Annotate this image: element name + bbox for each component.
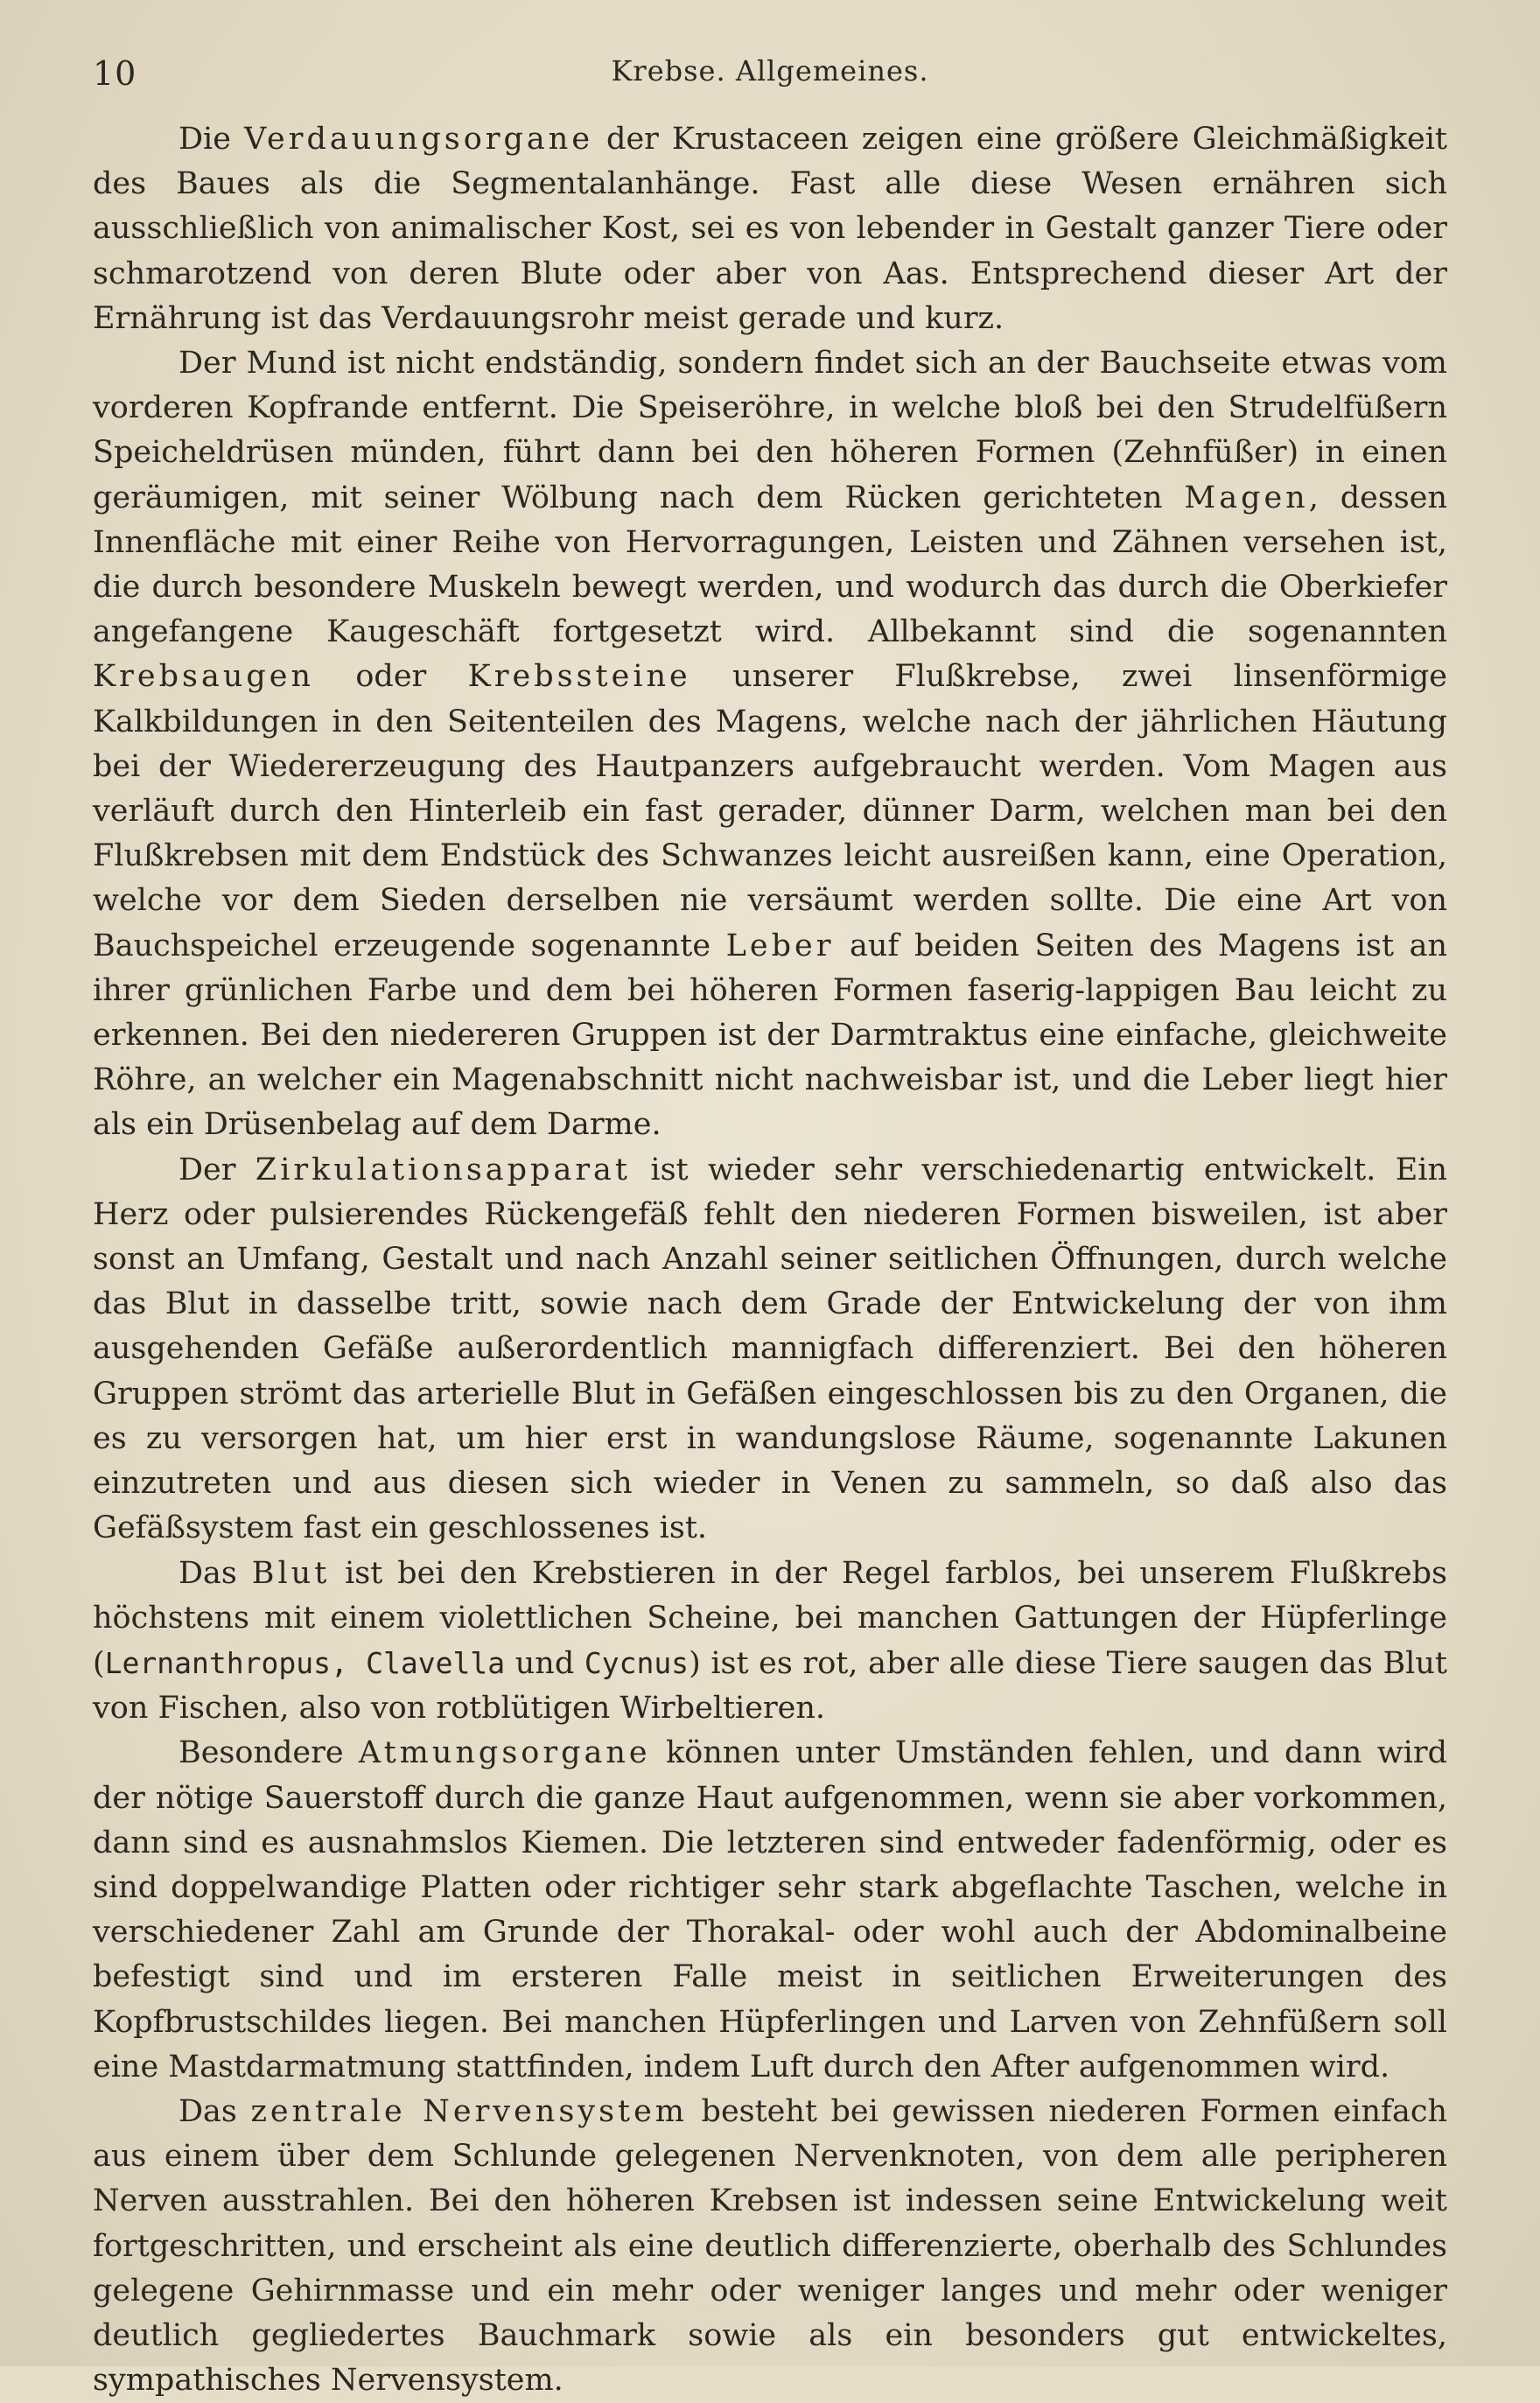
paragraph-lead: Die bbox=[178, 122, 244, 157]
spaced-term: Magen bbox=[1184, 480, 1309, 515]
paragraph-text: unserer Flußkrebse, zwei linsenförmige Kalkbildungen in den Seitenteilen des Magens, welche nach der jährlichen Häutung bei der Wiedererzeugung des Hautpanzers aufgebraucht werden. Vom Magen aus verläuft durch den Hinterleib ein fast gerader, dünner Darm, welchen man bei den Flußkrebsen mit dem Endstück des Schwanzes leicht ausreißen kann, eine Operation, welche vor dem Sieden derselben nie versäumt werden sollte. Die eine Art von Bauchspeichel erzeugende sogenannte bbox=[93, 659, 1448, 963]
paragraph-lead: Der Mund ist nicht endständig, sondern findet sich an der Bauchseite etwas vom vorderen Kopfrande entfernt. Die Speiseröhre, in welche bloß bei den Strudelfüßern Speicheldrüsen münden, führt dann bei den höheren Formen (Zehnfüßer) in einen geräumigen, mit seiner Wölbung nach dem Rücken gerichteten bbox=[93, 346, 1447, 515]
page-number: 10 bbox=[93, 54, 137, 93]
latin-genus-name: Cycnus bbox=[584, 1645, 690, 1680]
spaced-term: Verdauungsorgane bbox=[243, 122, 594, 157]
paragraph-text: oder bbox=[314, 659, 468, 695]
body-text bbox=[93, 117, 1447, 2403]
paragraph-text: besteht bei gewissen niederen Formen einfach aus einem über dem Schlunde gelegenen Nervenknoten, von dem alle peripheren Nerven ausstrahlen. Bei den höheren Krebsen ist indessen seine Entwickelung weit fortgeschritten, und erscheint als eine deutlich differenzierte, oberhalb des Schlundes gelegene Gehirnmasse und ein mehr oder weniger langes und mehr oder weniger deutlich gegliedertes Bauchmark sowie als ein besonders gut entwickeltes, sympathisches Nervensystem. bbox=[93, 2093, 1448, 2399]
spaced-term: Zirkulationsapparat bbox=[255, 1152, 631, 1187]
paragraph-lead: Das bbox=[178, 1555, 252, 1591]
spaced-term: Atmungsorgane bbox=[358, 1735, 651, 1771]
spaced-term: Krebssteine bbox=[467, 659, 691, 695]
paragraph-text: und bbox=[505, 1645, 584, 1681]
paragraph-text: ist bei den Krebstieren in der Regel farblos, bei unserem Flußkrebs höchstens mit einem violettlichen Scheine, bei manchen Gattungen der Hüpferlinge ( bbox=[93, 1555, 1448, 1681]
paragraph-text: ist wieder sehr verschiedenartig entwickelt. Ein Herz oder pulsierendes Rückengefäß fehlt den niederen Formen bisweilen, ist aber sonst an Umfang, Gestalt und nach Anzahl seiner seitlichen Öffnungen, durch welche das Blut in dasselbe tritt, sowie nach dem Grade der Entwickelung der von ihm ausgehenden Gefäße außerordentlich mannigfach differenziert. Bei den höheren Gruppen strömt das arterielle Blut in Gefäßen eingeschlossen bis zu den Organen, die es zu versorgen hat, um hier erst in wandungslose Räume, sogenannte Lakunen einzutreten und aus diesen sich wieder in Venen zu sammeln, so daß also das Gefäßsystem fast ein geschlossenes ist. bbox=[93, 1152, 1447, 1546]
paragraph-text: können unter Umständen fehlen, und dann wird der nötige Sauerstoff durch die ganze Haut aufgenommen, wenn sie aber vorkommen, dann sind es ausnahmslos Kiemen. Die letzteren sind entweder fadenförmig, oder es sind doppelwandige Platten oder richtiger sehr stark abgeflachte Taschen, welche in verschiedener Zahl am Grunde der Thorakal- oder wohl auch der Abdominalbeine befestigt sind und im ersteren Falle meist in seitlichen Erweiterungen des Kopfbrustschildes liegen. Bei manchen Hüpferlingen und Larven von Zehnfüßern soll eine Mastdarmatmung stattfinden, indem Luft durch den After aufgenommen wird. bbox=[93, 1735, 1447, 2084]
paragraph-circulation bbox=[93, 1148, 1447, 1552]
paragraph-lead: Der bbox=[178, 1152, 256, 1187]
paragraph-text: auf beiden Seiten des Magens ist an ihrer grünlichen Farbe und dem bei höheren Formen faserig-lappigen Bau leicht zu erkennen. Bei den niedereren Gruppen ist der Darmtraktus eine einfache, gleichweite Röhre, an welcher ein Magenabschnitt nicht nachweisbar ist, und die Leber liegt hier als ein Drüsenbelag auf dem Darme. bbox=[93, 928, 1447, 1143]
spaced-term: Leber bbox=[725, 928, 835, 963]
latin-genus-names: Lernanthropus, Clavella bbox=[104, 1645, 506, 1680]
paragraph-blood bbox=[93, 1552, 1447, 1732]
paragraph-digestive-organs bbox=[93, 117, 1447, 341]
paragraph-respiratory-organs bbox=[93, 1731, 1447, 2090]
spaced-term: Krebsaugen bbox=[93, 659, 315, 695]
paragraph-lead: Besondere bbox=[178, 1735, 359, 1771]
paragraph-text: ) ist es rot, aber alle diese Tiere saugen das Blut von Fischen, also von rotblütigen Wirbeltieren. bbox=[93, 1645, 1447, 1727]
spaced-term: zentrale Nervensystem bbox=[250, 2093, 688, 2129]
paragraph-lead: Das bbox=[178, 2093, 251, 2129]
paragraph-mouth-stomach bbox=[93, 341, 1447, 1148]
paragraph-text: der Krustaceen zeigen eine größere Gleichmäßigkeit des Baues als die Segmentalanhänge. Fast alle diese Wesen ernähren sich ausschließlich von animalischer Kost, sei es von lebender in Gestalt ganzer Tiere oder schmarotzend von deren Blute oder aber von Aas. Entsprechend dieser Art der Ernährung ist das Verdauungsrohr meist gerade und kurz. bbox=[93, 122, 1448, 336]
paragraph-text: , dessen Innenfläche mit einer Reihe von Hervorragungen, Leisten und Zähnen versehen ist, die durch besondere Muskeln bewegt werden, und wodurch das durch die Oberkiefer angefangene Kaugeschäft fortgesetzt wird. Allbekannt sind die sogenannten bbox=[93, 480, 1448, 650]
running-head bbox=[93, 54, 1447, 107]
paragraph-nervous-system bbox=[93, 2090, 1447, 2403]
running-title: Krebse. Allgemeines. bbox=[611, 54, 929, 88]
spaced-term: Blut bbox=[251, 1555, 331, 1591]
